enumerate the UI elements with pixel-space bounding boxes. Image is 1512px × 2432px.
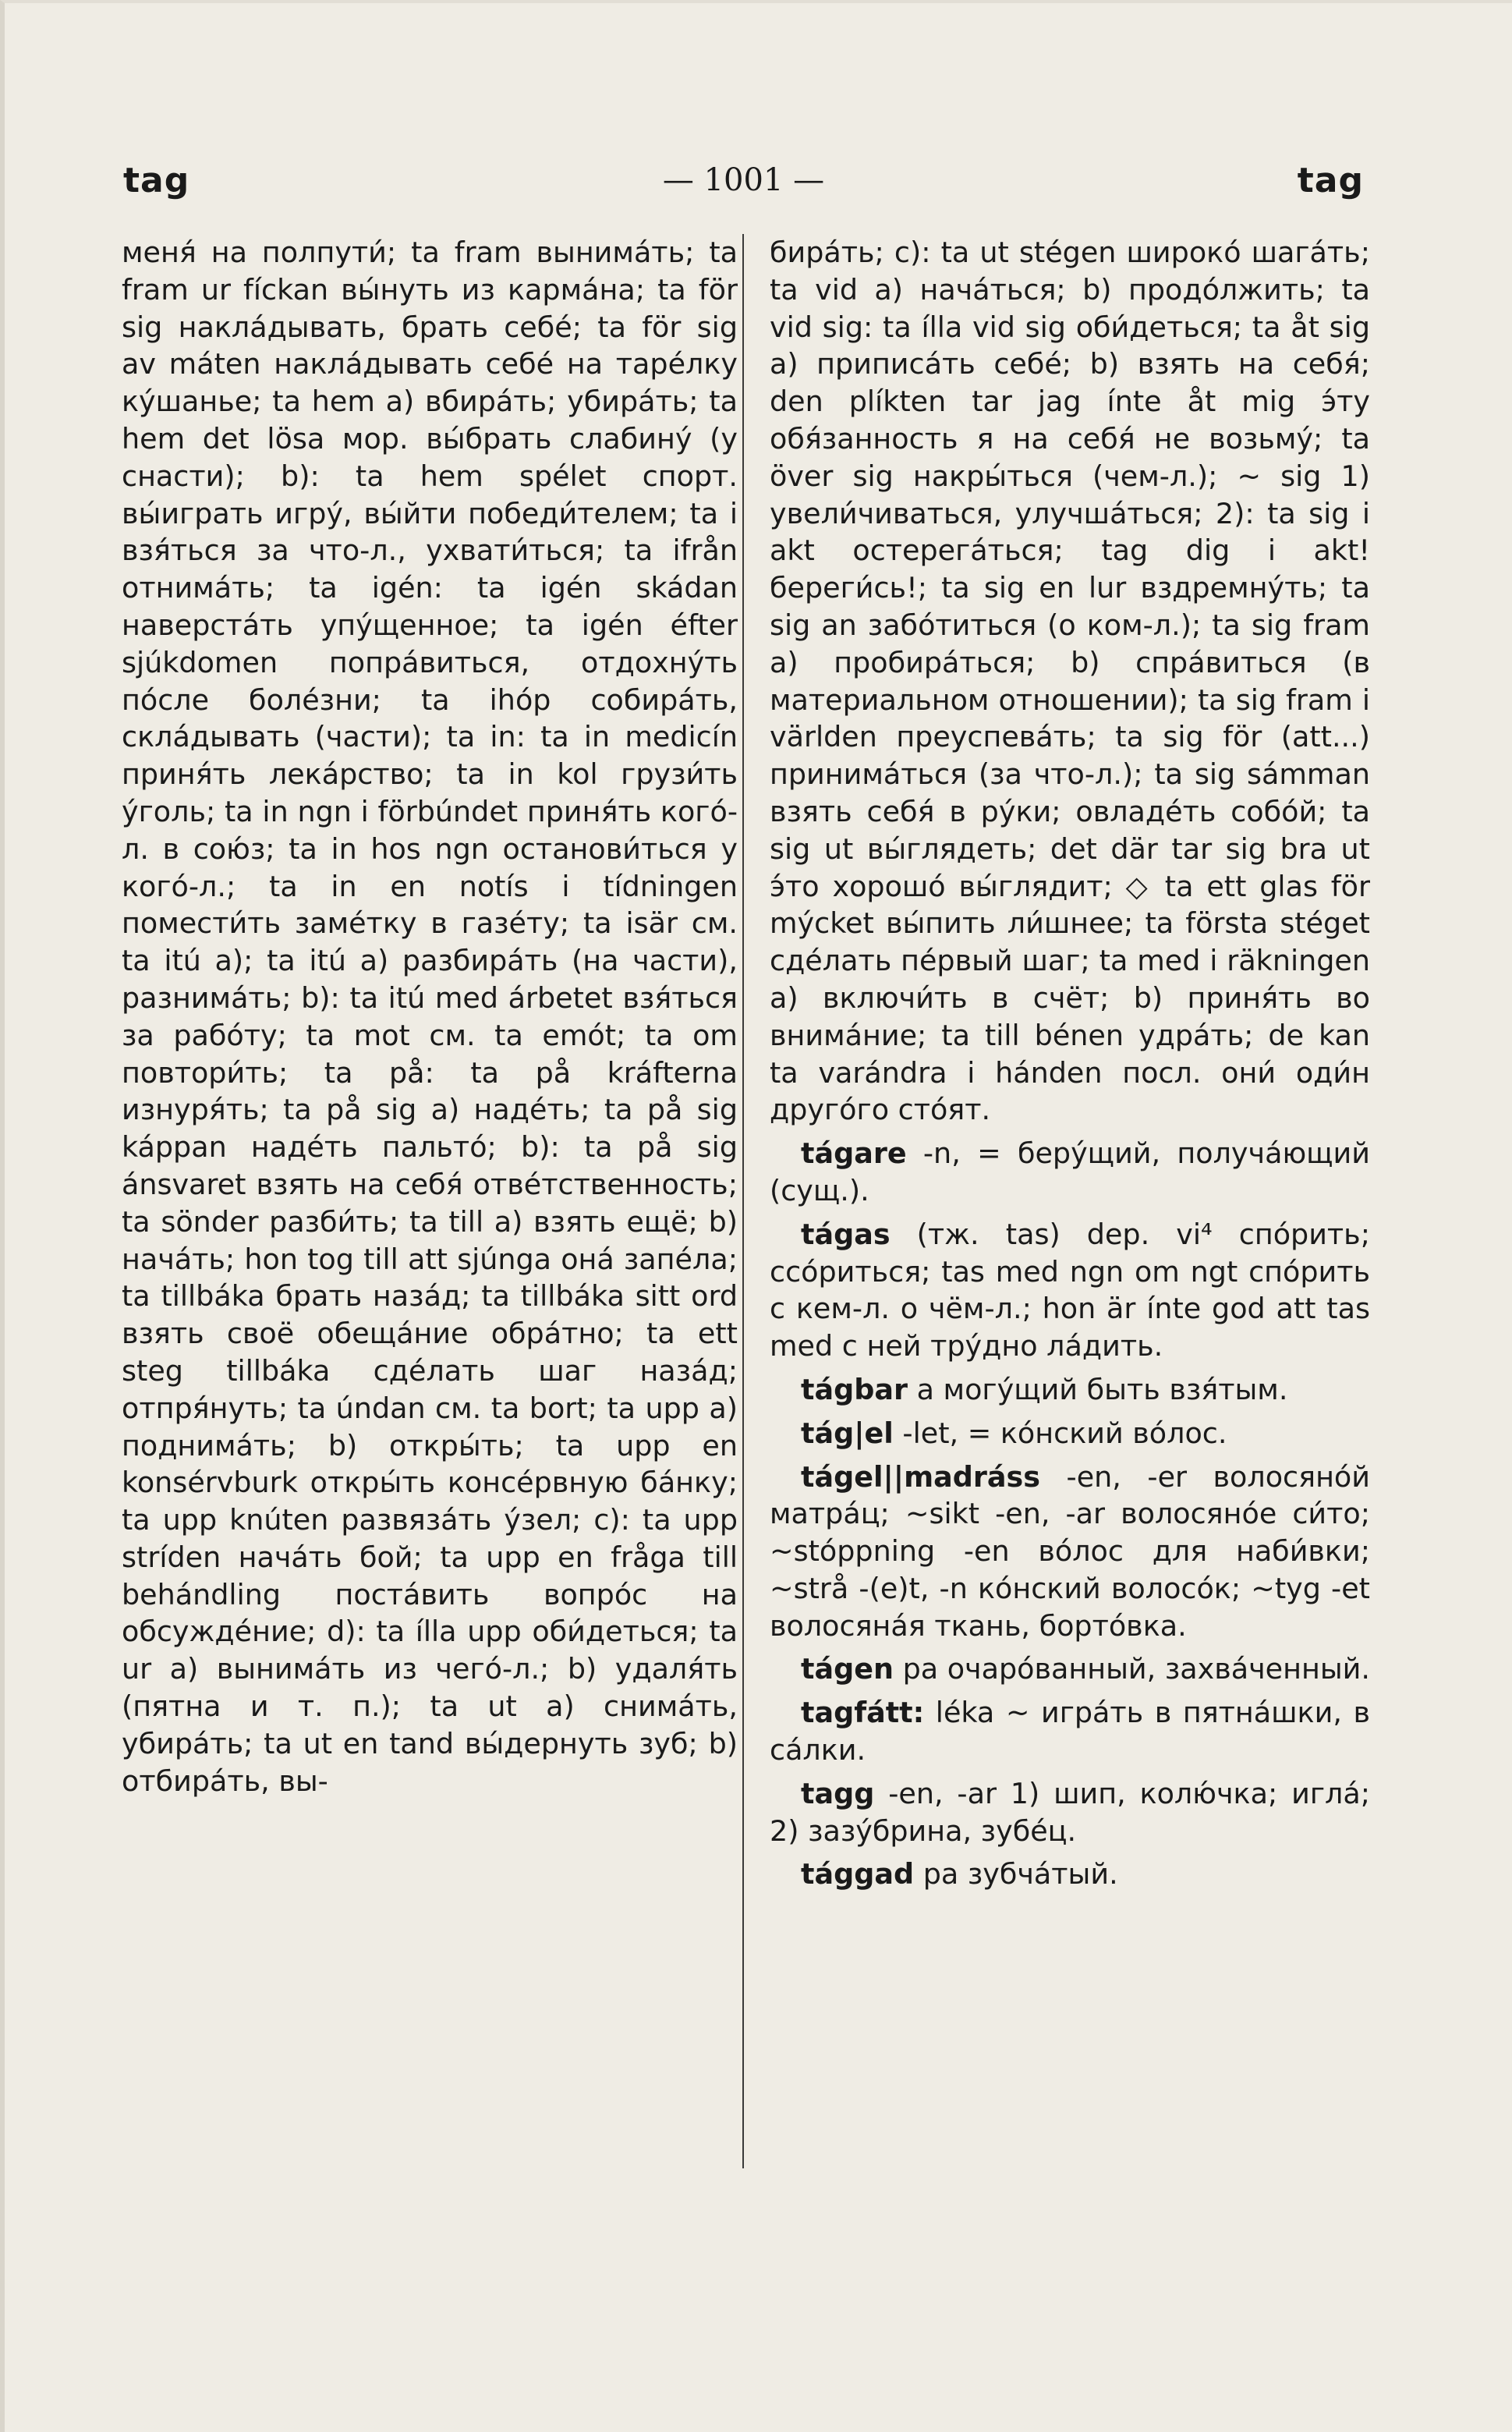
column-divider xyxy=(742,234,744,2168)
dictionary-entry xyxy=(770,1856,1370,1893)
right-column xyxy=(770,234,1370,1893)
definition: (тж. tas) dep. vi⁴ спо́рить; ссо́риться; tas med ngn om ngt спо́рить с кем-л. о чём-л.; hon är ínte god att tas med с ней тру́дно ла́дить. xyxy=(770,1217,1370,1363)
dictionary-entry xyxy=(770,1459,1370,1645)
definition: -en, -ar 1) шип, колю́чка; игла́; 2) зазу́брина, зубе́ц. xyxy=(770,1776,1370,1848)
headword: tágen xyxy=(801,1652,894,1686)
definition: a могу́щий быть взя́тым. xyxy=(916,1372,1288,1406)
headword: tágel||madráss xyxy=(801,1459,1041,1494)
running-head xyxy=(123,153,1364,207)
headword: tagg xyxy=(801,1776,875,1810)
dictionary-entry xyxy=(770,1135,1370,1210)
definition: léka ~ игра́ть в пятна́шки, в са́лки. xyxy=(770,1696,1370,1767)
headword: tágas xyxy=(801,1217,891,1251)
header-right-guide-word: tag xyxy=(1297,160,1364,200)
dictionary-entry xyxy=(770,1650,1370,1688)
definition: -n, = беру́щий, получа́ющий (сущ.). xyxy=(770,1136,1371,1207)
definition: -let, = ко́нский во́лос. xyxy=(902,1416,1227,1450)
headword: tágbar xyxy=(801,1372,908,1406)
left-column xyxy=(122,234,738,1799)
definition: -en, -er волосяно́й матра́ц; ~sikt -en, -ar волосяно́е си́то; ~stóppning -en во́лос для наби́вки; ~strå -(e)t, -n ко́нский волосо́к; ~tyg -et волосяна́я ткань, борто́вка. xyxy=(770,1459,1370,1643)
headword: tággad xyxy=(801,1857,915,1891)
page-number: — 1001 — xyxy=(662,162,825,198)
header-left-guide-word: tag xyxy=(123,160,190,200)
headword: tágare xyxy=(801,1136,907,1171)
entry-continuation: бира́ть; c): ta ut stégen широко́ шага́ть; ta vid a) нача́ться; b) продо́лжить; ta vid sig: ta ílla vid sig оби́деться; ta åt sig a) приписа́ть себе́; b) взять на себя́; den plíkten tar jag ínte åt mig э́ту обя́занность я на себя́ не возьму́; ta över sig накры́ться (чем-л.); ~ sig 1) увели́чиваться, улучша́ться; 2): ta sig i akt остерега́ться; tag dig i akt! береги́сь!; ta sig en lur вздремну́ть; ta sig an забо́титься (о ком-л.); ta sig fram a) пробира́ться; b) спра́виться (в материальном отношении); ta sig fram i världen преуспева́ть; ta sig för (att...) принима́ться (за что-л.); ta sig sámman взять себя́ в ру́ки; овладе́ть собо́й; ta sig ut вы́глядеть; det där tar sig bra ut э́то хорошо́ вы́глядит; ◇ ta ett glas för mýcket вы́пить ли́шнее; ta första stéget сде́лать пе́рвый шаг; ta med i räkningen a) включи́ть в счёт; b) приня́ть во внима́ние; ta till bénen удра́ть; de kan ta varándra i hánden посл. они́ оди́н друго́го сто́ят. xyxy=(770,236,1370,1127)
definition: pa зубча́тый. xyxy=(922,1857,1118,1891)
dictionary-entry xyxy=(770,1775,1370,1850)
dictionary-entry xyxy=(770,1694,1370,1769)
dictionary-entry xyxy=(770,1216,1370,1365)
definition: pa очаро́ванный, захва́ченный. xyxy=(902,1652,1370,1686)
headword: tagfátt: xyxy=(801,1696,925,1730)
entry-continuation: меня́ на полпути́; ta fram вынима́ть; ta fram ur fíckan вы́нуть из карма́на; ta för sig накла́дывать, брать себе́; ta för sig av máten накла́дывать себе́ на таре́лку ку́шанье; ta hem а) вбира́ть; убира́ть; ta hem det lösa мор. вы́брать слабину́ (у снасти); b): ta hem spélet спорт. вы́играть игру́, вы́йти победи́телем; ta i взя́ться за что-л., ухвати́ться; ta ifrån отнима́ть; ta igén: ta igén skádan наверста́ть упу́щенное; ta igén éfter sjúkdomen попра́виться, отдохну́ть по́сле боле́зни; ta ihóp собира́ть, скла́дывать (части); ta in: ta in medicín приня́ть лека́рство; ta in kol грузи́ть у́голь; ta in ngn i förbúndet приня́ть кого́-л. в сою́з; ta in hos ngn останови́ться у кого́-л.; ta in en notís i tídningen помести́ть заме́тку в газе́ту; ta isär см. ta itú a); ta itú a) разбира́ть (на части), разнима́ть; b): ta itú med árbetet взя́ться за рабо́ту; ta mot см. ta emót; ta om повтори́ть; ta på: ta på kráfterna изнуря́ть; ta på sig a) наде́ть; ta på sig káppan наде́ть пальто́; b): ta på sig ánsvaret взять на себя́ отве́тственность; ta sönder разби́ть; ta till a) взять ещё; b) нача́ть; hon tog till att sjúnga она́ запе́ла; ta tillbáka брать наза́д; ta tillbáka sitt ord взять своё обеща́ние обра́тно; ta ett steg tillbáka сде́лать шаг наза́д; отпря́нуть; ta úndan см. ta bort; ta upp a) поднима́ть; b) откры́ть; ta upp en konsérvburk откры́ть консе́рвную ба́нку; ta upp knúten развяза́ть у́зел; c): ta upp stríden нача́ть бой; ta upp en fråga till behándling поста́вить вопро́с на обсужде́ние; d): ta ílla upp оби́деться; ta ur a) вынима́ть из чего́-л.; b) удаля́ть (пятна и т. п.); ta ut a) снима́ть, убира́ть; ta ut en tand вы́дернуть зуб; b) отбира́ть, вы- xyxy=(122,236,738,1798)
dictionary-entry xyxy=(770,1415,1370,1452)
dictionary-entry xyxy=(770,1371,1370,1409)
headword: tág|el xyxy=(801,1416,894,1450)
